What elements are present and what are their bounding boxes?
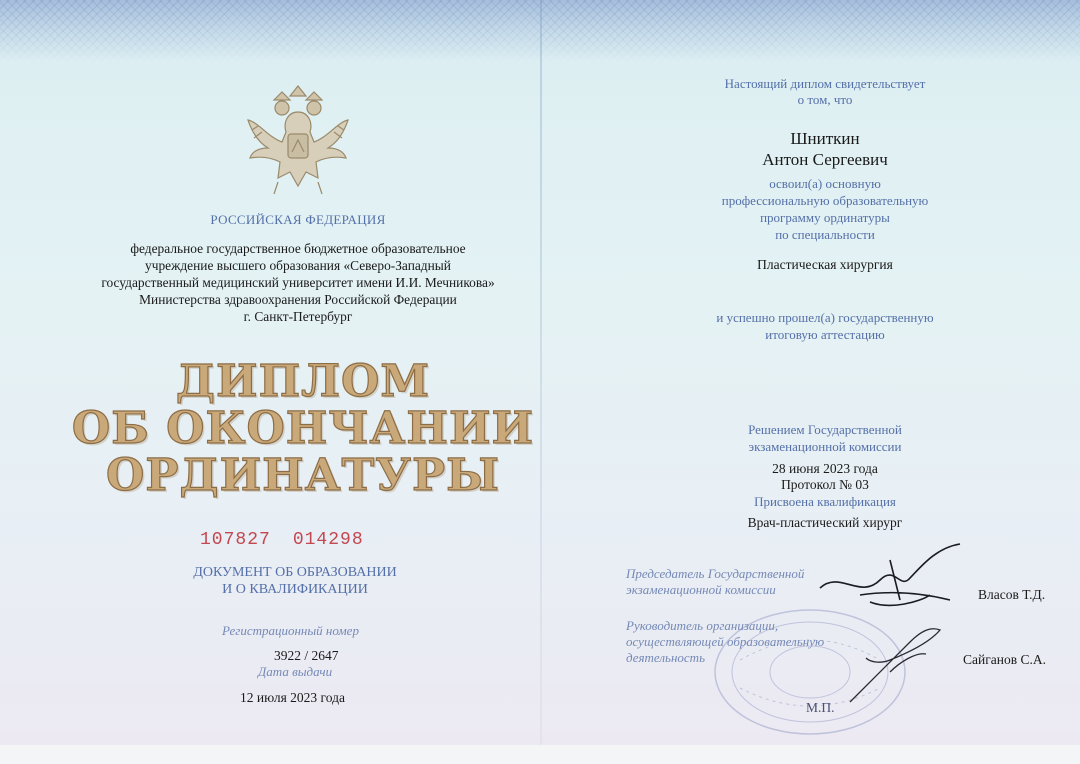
attestation-line-2: итоговую аттестацию — [765, 327, 885, 342]
chair-name: Власов Т.Д. — [978, 587, 1046, 602]
program-line-3: программу ординатуры — [760, 210, 890, 225]
seal-place-label: М.П. — [806, 700, 835, 715]
specialty: Пластическая хирургия — [757, 257, 893, 272]
qualification: Врач-пластический хирург — [747, 515, 903, 530]
center-fold — [540, 0, 542, 745]
diploma-title-line-1: ДИПЛОМ — [175, 356, 431, 407]
graduate-given-names: Антон Сергеевич — [762, 150, 888, 169]
decision-line-2: экзаменационной комиссии — [748, 439, 902, 454]
chair-signature-icon — [800, 540, 980, 620]
doc-type-line-1: ДОКУМЕНТ ОБ ОБРАЗОВАНИИ — [193, 565, 397, 580]
document-number: 014298 — [292, 530, 364, 550]
diploma-title-line-2: ОБ ОКОНЧАНИИ — [71, 403, 535, 454]
program-line-2: профессиональную образовательную — [721, 193, 929, 208]
registration-label: Регистрационный номер — [222, 623, 359, 638]
program-line-1: освоил(а) основную — [769, 176, 881, 191]
intro-line-1: Настоящий диплом свидетельствует — [724, 76, 926, 91]
double-headed-eagle-emblem-icon — [238, 82, 358, 200]
institution-line-4: Министерства здравоохранения Российской Федерации — [139, 292, 457, 307]
registration-number: 3922 / 2647 — [274, 648, 339, 663]
intro-line-2: о том, что — [797, 92, 853, 107]
country-label: РОССИЙСКАЯ ФЕДЕРАЦИЯ — [210, 212, 386, 227]
protocol-number: Протокол № 03 — [781, 477, 869, 492]
series-code: 107827 — [200, 530, 271, 550]
qualification-label: Присвоена квалификация — [754, 494, 896, 509]
attestation-line-1: и успешно прошел(а) государственную — [716, 310, 934, 325]
doc-type-line-2: И О КВАЛИФИКАЦИИ — [222, 582, 368, 597]
decision-date: 28 июня 2023 года — [772, 461, 878, 476]
serial-number — [200, 530, 386, 550]
institution-line-5: г. Санкт-Петербург — [243, 309, 353, 324]
head-name: Сайганов С.А. — [963, 652, 1046, 667]
institution-line-1: федеральное государственное бюджетное образовательное — [130, 241, 466, 256]
issue-date: 12 июля 2023 года — [240, 690, 345, 705]
chair-label-line-2: экзаменационной комиссии — [626, 582, 776, 597]
institution-line-3: государственный медицинский университет имени И.И. Мечникова» — [101, 275, 495, 290]
institution-line-2: учреждение высшего образования «Северо-Западный — [145, 258, 451, 273]
issue-date-label: Дата выдачи — [258, 664, 333, 679]
chair-label-line-1: Председатель Государственной — [626, 566, 805, 581]
head-signature-icon — [830, 612, 980, 712]
diploma-title-line-3: ОРДИНАТУРЫ — [106, 450, 500, 501]
program-line-4: по специальности — [775, 227, 875, 242]
head-label-line-3: деятельность — [626, 650, 705, 665]
decision-line-1: Решением Государственной — [748, 422, 902, 437]
scan-bottom-margin — [0, 745, 1080, 764]
head-label-line-2: осуществляющей образовательную — [626, 634, 825, 649]
head-label-line-1: Руководитель организации, — [626, 618, 779, 633]
graduate-surname: Шниткин — [790, 129, 860, 148]
